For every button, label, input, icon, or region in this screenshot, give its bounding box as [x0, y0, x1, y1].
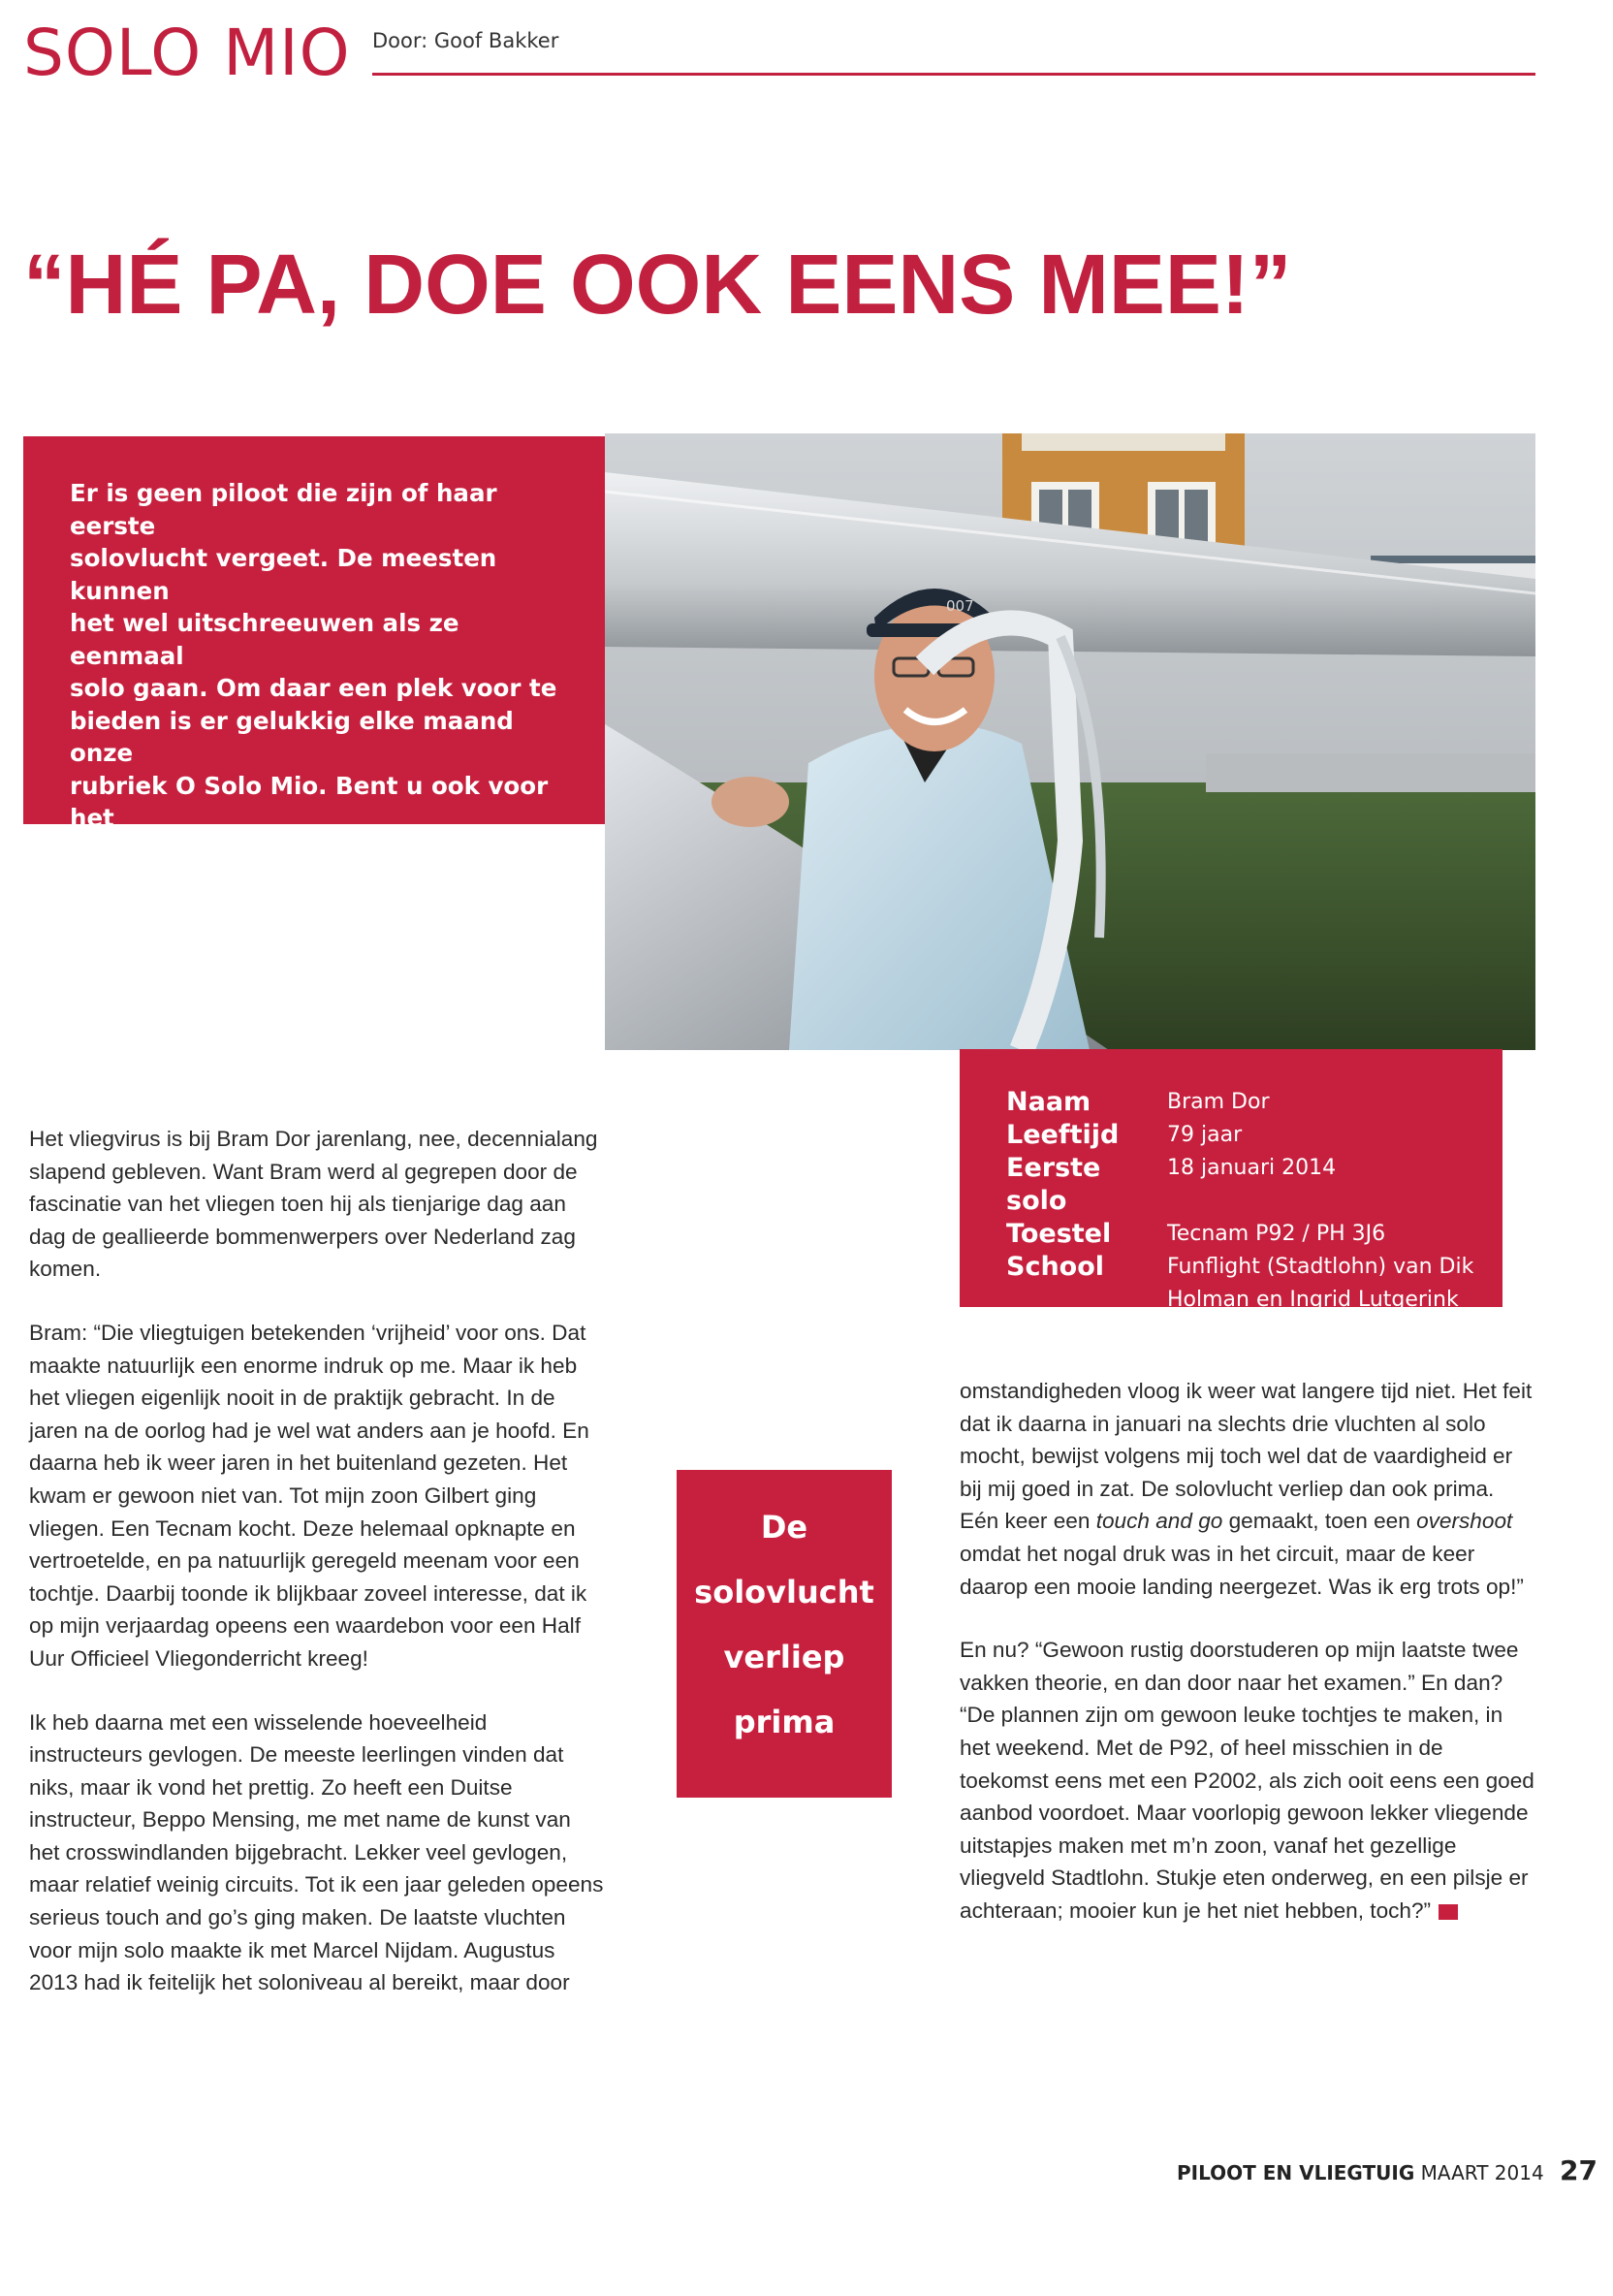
profile-value: Funflight (Stadtlohn) van Dik Holman en Ingrid Lutgerink: [1167, 1255, 1474, 1312]
byline: Door: Goof Bakker: [372, 29, 559, 52]
article-paragraph: Bram: “Die vliegtuigen betekenden ‘vrijheid’ voor ons. Dat maakte natuurlijk een enorme indruk op me. Maar ik heb het vliegen eigenlijk nooit in de praktijk gebracht. In de jaren na de oorlog had je wel wat anders aan je hoofd. En daarna heb ik weer jaren in het buitenland gezeten. Het kwam er gewoon niet van. Tot mijn zoon Gilbert ging vliegen. Een Tecnam kocht. Deze helemaal opknapte en vertroetelde, en pa natuurlijk geregeld meenam voor een tochtje. Daarbij toonde ik blijkbaar zoveel interesse, dat ik op mijn verjaardag opeens een waardebon voor een Half Uur Officieel Vliegonderricht kreeg!: [29, 1320, 589, 1671]
profile-label: Naam: [1006, 1087, 1091, 1117]
section-label: SOLO MIO: [23, 16, 351, 90]
profile-value: 79 jaar: [1167, 1123, 1243, 1147]
article-paragraph: [960, 1634, 1535, 1927]
intro-line: solo gaan. Om daar een plek voor te: [70, 674, 557, 702]
page-footer: [1177, 2154, 1597, 2186]
page-number: 27: [1560, 2154, 1598, 2186]
profile-row-first-solo: [1006, 1152, 1502, 1218]
profile-row-age: [1006, 1119, 1502, 1152]
headline: “HÉ PA, DOE OOK EENS MEE!”: [23, 238, 1292, 332]
profile-row-aircraft: [1006, 1218, 1502, 1251]
profile-label: School: [1006, 1252, 1105, 1282]
article-paragraph: [960, 1375, 1535, 1603]
cap-text: 007: [946, 597, 974, 615]
profile-row-school: [1006, 1251, 1502, 1317]
profile-value: Bram Dor: [1167, 1090, 1270, 1114]
article-column-2: [960, 1375, 1535, 1959]
intro-line: dan contact met u op.: [70, 1031, 364, 1060]
profile-row-name: [1006, 1086, 1502, 1119]
article-paragraph: Het vliegvirus is bij Bram Dor jarenlang, nee, decennialang slapend gebleven. Want Bram werd al gegrepen door de fascinatie van het vliegen toen hij als tienjarige dag aan dag de geallieerde bommenwerpers over Nederland zag komen.: [29, 1127, 598, 1282]
intro-line: bieden is er gelukkig elke maand onze: [70, 706, 514, 767]
text-run: En nu? “Gewoon rustig doorstuderen op mijn laatste twee vakken theorie, en dan door naar het examen.” En dan? “De plannen zijn om gewoon leuke tochtjes te maken, in het weekend. Met de P92, of heel misschien in de toekomst eens met een P2002, als zich ooit eens een goed aanbod voordoet. Maar voorlopig gewoon lekker vliegende uitstapjes maken met m’n zoon, vanaf het gezellige vliegveld Stadtlohn. Stukje eten onderweg, en een pilsje er achteraan; mooier kun je het niet hebben, toch?”: [960, 1638, 1534, 1923]
text-run: omdat het nogal druk was in het circuit, maar de keer daarop een mooie landing neergezet. Was ik erg trots op!”: [960, 1541, 1524, 1599]
pull-quote-line: solovlucht: [694, 1574, 874, 1610]
header-rule: [372, 73, 1535, 76]
pull-quote-line: De: [760, 1509, 808, 1546]
text-run-italic: touch and go: [1095, 1509, 1223, 1534]
pull-quote-line: prima: [733, 1704, 836, 1740]
end-mark-icon: [1439, 1904, 1458, 1920]
profile-value: 18 januari 2014: [1167, 1156, 1337, 1180]
text-run-italic: overshoot: [1416, 1509, 1513, 1534]
footer-issue: MAART 2014: [1420, 2161, 1544, 2184]
profile-label: Leeftijd: [1006, 1120, 1120, 1150]
profile-value: Tecnam P92 / PH 3J6: [1167, 1222, 1386, 1246]
profile-label: Toestel: [1006, 1219, 1112, 1249]
intro-line: eerst solo gegaan? Mail uw verhaal in: [70, 836, 544, 897]
intro-line: het wel uitschreeuwen als ze eenmaal: [70, 609, 459, 670]
pull-quote-line: verliep: [723, 1639, 845, 1675]
intro-line: maximaal 700 woorden met een foto naar: [70, 901, 562, 962]
pilot-photo-illustration: [605, 433, 1535, 1050]
article-column-1: [29, 1123, 605, 2030]
intro-box: [23, 436, 605, 1060]
text-run: gemaakt, toen een: [1222, 1509, 1417, 1534]
intro-line: pilootenvliegtuig@eisma.nl. Wij nemen: [70, 966, 495, 1027]
pilot-photo: [605, 433, 1535, 1050]
intro-line: Er is geen piloot die zijn of haar eerste: [70, 479, 497, 540]
intro-line: rubriek O Solo Mio. Bent u ook voor het: [70, 771, 549, 832]
article-paragraph: Ik heb daarna met een wisselende hoeveelheid instructeurs gevlogen. De meeste leerlingen vinden dat niks, maar ik vond het prettig. Zo heeft een Duitse instructeur, Beppo Mensing, me met name de kunst van het crosswindlanden bijgebracht. Lekker veel gevlogen, maar relatief weinig circuits. Tot ik een jaar geleden opeens serieus touch and go’s ging maken. De laatste vluchten voor mijn solo maakte ik met Marcel Nijdam. Augustus 2013 had ik feitelijk het soloniveau al bereikt, maar door: [29, 1709, 604, 1995]
pull-quote: [677, 1470, 892, 1798]
pilot-profile-box: [960, 1049, 1502, 1312]
profile-label: Eerste solo: [1006, 1153, 1101, 1216]
text-run: omstandigheden vloog ik weer wat langere tijd niet. Het feit dat ik daarna in januari na slechts drie vluchten al solo mocht, bewijst volgens mij toch wel dat de vaardigheid er bij mij goed in zat. De solovlucht verliep dan ook prima. Eén keer een: [960, 1379, 1533, 1534]
intro-line: solovlucht vergeet. De meesten kunnen: [70, 544, 497, 605]
footer-magazine: PILOOT EN VLIEGTUIG: [1177, 2161, 1415, 2184]
